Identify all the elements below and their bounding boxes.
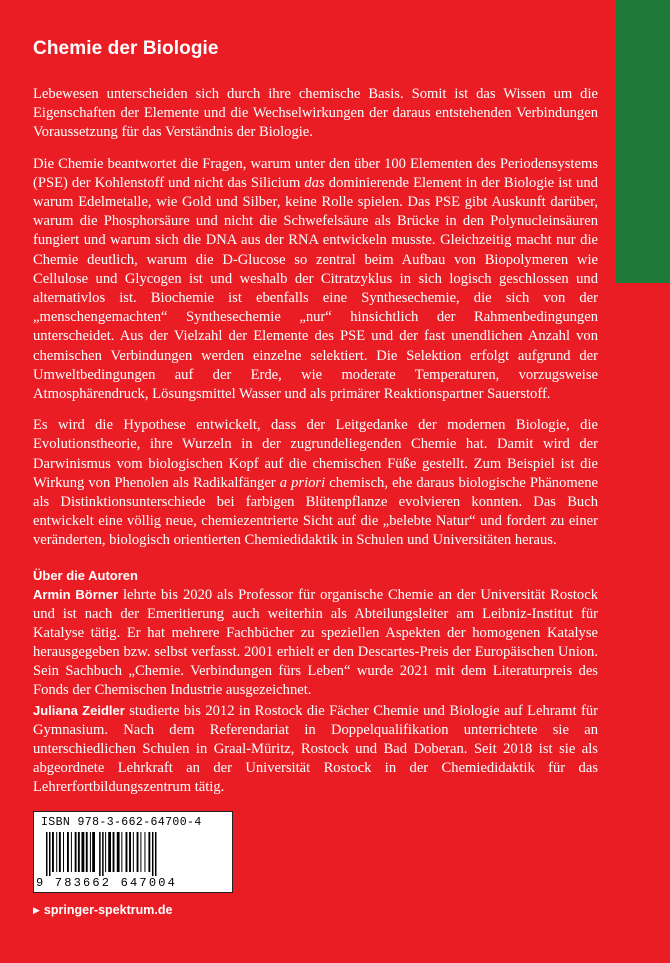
barcode-bar	[46, 832, 48, 876]
barcode-bar	[59, 832, 61, 872]
author-2-bio	[33, 701, 598, 797]
barcode-bar	[121, 832, 122, 872]
author-2-text: studierte bis 2012 in Rostock die Fächer Chemie und Biologie auf Lehramt für Gymnasium. Nach dem Referendariat in Doppelqualifikation unterrichtete sie an unterschiedlichen Schulen in Graal-Müritz, Rostock und Bad Doberan. Seit 2018 ist sie als abgeordnete Lehrkraft an der Universität Rostock in der Chemiedidaktik für das Lehrerfortbildungszentrum tätig.	[33, 702, 598, 795]
author-1-name: Armin Börner	[33, 587, 119, 602]
barcode-bar	[90, 832, 91, 872]
triangle-right-icon: ▶	[33, 904, 40, 915]
barcode-bar	[49, 832, 51, 876]
isbn-label: ISBN 978-3-662-64700-4	[41, 816, 202, 829]
barcode-bar	[52, 832, 54, 872]
paragraph-3-emphasis: a priori	[279, 474, 326, 491]
barcode-bar	[99, 832, 101, 876]
barcode-bar	[102, 832, 104, 876]
barcode-digits: 9 783662 647004	[36, 876, 178, 890]
barcode-bar	[117, 832, 120, 872]
barcode-bar	[113, 832, 115, 872]
green-accent-bar	[616, 0, 670, 283]
barcode-bar	[155, 832, 157, 876]
barcode-bar	[133, 832, 134, 872]
author-1-text: lehrte bis 2020 als Professor für organische Chemie an der Universität Rostock und ist nach der Emeritierung auch weiterhin als Abteilungsleiter am Leibniz-Institut für Katalyse tätig. Er hat mehrere Fachbücher zu speziellen Aspekten der homogenen Katalyse herausgegeben bzw. selbst verfasst. 2001 erhielt er den Descartes-Preis der Europäischen Union. Sein Sachbuch „Chemie. Verbindungen fürs Leben“ wurde 2021 mit dem Literaturpreis des Fonds der Chemischen Industrie ausgezeichnet.	[33, 587, 598, 699]
barcode-bar	[105, 832, 106, 872]
barcode-bar	[78, 832, 80, 872]
paragraph-2-part-b: dominierende Element in der Biologie ist und warum Edelmetalle, wie Gold und Silber, keine Rolle spielen. Das PSE gibt Auskunft darüber, warum die Phosphorsäure und nicht die Schwefelsäure als Brücke in den Polynucleinsäuren fungiert und warum sich die DNA aus der RNA entwickeln musste. Gleichzeitig macht nur die Chemie deutlich, warum die D-Glucose so zentral beim Aufbau von Biopolymeren wie Cellulose und Glycogen ist und weshalb der Citratzyklus in sich logisch geschlossen und alternativlos ist. Biochemie ist ebenfalls eine Synthesechemie, die sich von der „menschengemachten“ Synthesechemie „nur“ hinsichtlich der Rahmenbedingungen unterscheidet. Aus der Vielzahl der Elemente des PSE und der fast unendlichen Anzahl von chemischen Verbindungen werden einzelne selektiert. Die Selektion erfolgt aufgrund der Umweltbedingungen auf der Erde, wie moderate Temperaturen, vorzugsweise Atmosphärendruck, Lösungsmittel Wasser und als primärer Reaktionspartner Sauerstoff.	[33, 174, 598, 403]
about-authors-heading: Über die Autoren	[33, 568, 138, 583]
author-2-name: Juliana Zeidler	[33, 702, 125, 718]
paragraph-3-part-a: Es wird die Hypothese entwickelt, dass der Leitgedanke der modernen Biologie, die Evolutionstheorie, ihre Wurzeln in der zugrundeliegenden Chemie hat. Damit wird der Darwinismus vom biologischen Kopf auf die chemischen Füße gestellt. Zum Beispiel ist die Wirkung von Phenolen als Radikalfänger	[33, 417, 598, 491]
barcode-bar	[75, 832, 77, 872]
publisher-website[interactable]	[33, 903, 172, 917]
barcode-bar	[63, 832, 64, 872]
website-link[interactable]: springer-spektrum.de	[43, 903, 173, 917]
paragraph-2	[33, 155, 598, 405]
paragraph-2-emphasis: das	[304, 174, 325, 191]
about-authors	[33, 566, 598, 797]
book-title: Chemie der Biologie	[33, 38, 219, 59]
barcode-bar	[67, 832, 69, 872]
barcode-bar	[92, 832, 95, 872]
blurb	[33, 85, 598, 563]
barcode-bar	[140, 832, 141, 872]
isbn-barcode	[33, 811, 233, 893]
barcode-bar	[56, 832, 57, 872]
barcode-bar	[108, 832, 111, 872]
barcode-bar	[71, 832, 72, 872]
barcode-bar	[126, 832, 128, 872]
author-1-bio	[33, 585, 598, 701]
barcode-bars	[40, 832, 228, 876]
barcode-bar	[152, 832, 154, 876]
barcode-bar	[81, 832, 84, 872]
barcode-bar	[144, 832, 145, 872]
barcode-bar	[129, 832, 131, 872]
paragraph-3	[33, 416, 598, 550]
paragraph-3-part-b: chemisch, ehe daraus biologische Phänomene als Distinktionsunterschiede bei farbigen Blütenpflanze evolvieren konnten. Das Buch entwickelt eine völlig neue, chemiezentrierte Sicht auf die „belebte Natur“ und fordert zu einer veränderten, biologisch orientierten Chemiedidaktik in Schulen und Universitäten heraus.	[33, 474, 598, 549]
barcode-bar	[148, 832, 150, 872]
paragraph-2-part-a: Die Chemie beantwortet die Fragen, warum unter den über 100 Elementen des Periodensystems (PSE) der Kohlenstoff und nicht das Silicium	[33, 155, 598, 191]
barcode-bar	[86, 832, 88, 872]
barcode-bar	[137, 832, 139, 872]
paragraph-1: Lebewesen unterscheiden sich durch ihre chemische Basis. Somit ist das Wissen um die Eigenschaften der Elemente und die Wechselwirkungen der daraus entstehenden Verbindungen Voraussetzung für das Verständnis der Biologie.	[33, 86, 598, 141]
